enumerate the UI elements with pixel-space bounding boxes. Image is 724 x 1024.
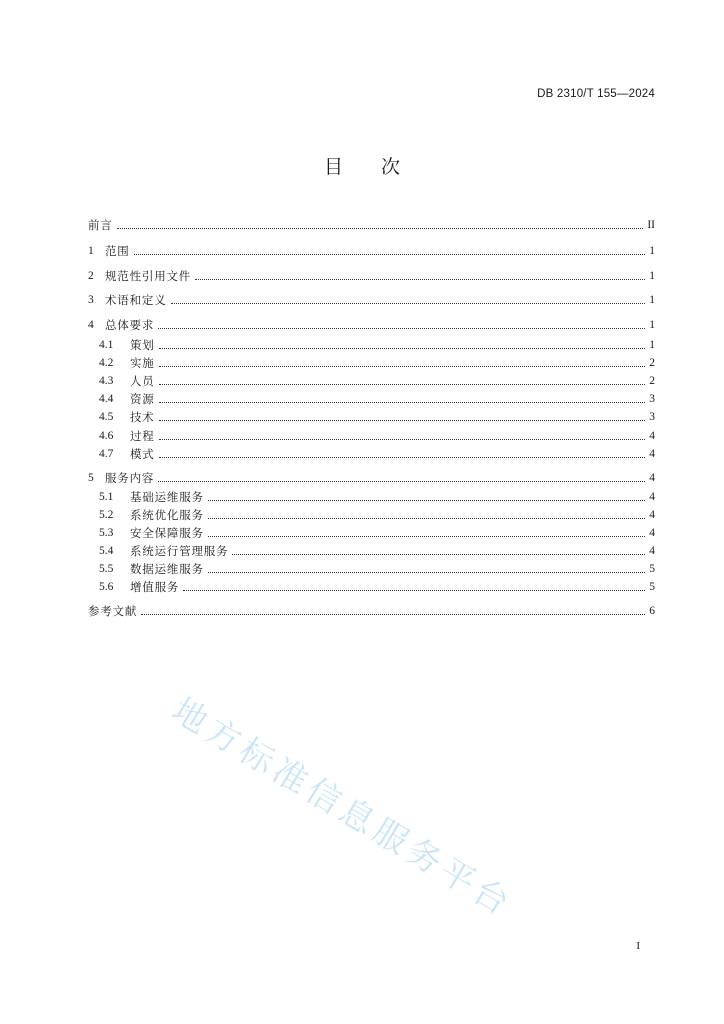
toc-entry-page: 4 <box>649 430 655 442</box>
toc-leader-dots <box>159 375 645 385</box>
toc-entry-page: 5 <box>649 563 655 575</box>
toc-entry-label: 安全保障服务 <box>130 526 204 540</box>
toc-entry-page: II <box>647 219 655 231</box>
toc-entry-label: 过程 <box>130 429 155 443</box>
toc-entry-4[interactable] <box>88 316 655 334</box>
toc-leader-dots <box>134 245 645 255</box>
toc-entry-number: 4 <box>88 319 94 331</box>
toc-entry-number: 4.3 <box>99 375 114 387</box>
toc-leader-dots <box>159 393 645 403</box>
toc-entry-page: 1 <box>649 270 655 282</box>
toc-entry-page: 1 <box>649 245 655 257</box>
toc-leader-dots <box>141 605 645 615</box>
toc-entry-label: 前言 <box>88 218 113 232</box>
toc-entry-page: 4 <box>649 491 655 503</box>
toc-entry-label: 参考文献 <box>88 604 138 618</box>
toc-entry-page: 1 <box>649 339 655 351</box>
toc-entry-4-2[interactable] <box>99 354 655 372</box>
toc-leader-dots <box>183 581 645 591</box>
toc-entry-number: 5.6 <box>99 581 114 593</box>
toc-entry-label: 实施 <box>130 356 155 370</box>
toc-title-char-2: 次 <box>381 156 401 178</box>
toc-leader-dots <box>159 339 645 349</box>
toc-entry-label: 基础运维服务 <box>130 490 204 504</box>
toc-entry-5[interactable] <box>88 469 655 487</box>
toc-entry-number: 4.2 <box>99 357 114 369</box>
toc-entry-label: 技术 <box>130 410 155 424</box>
toc-entry-label: 范围 <box>105 244 130 258</box>
toc-entry-number: 4.1 <box>99 339 114 351</box>
toc-entry-label: 人员 <box>130 374 155 388</box>
toc-entry-number: 1 <box>88 245 94 257</box>
toc-entry-number: 5.1 <box>99 491 114 503</box>
footer-page-number: I <box>636 940 640 952</box>
toc-entry-4-7[interactable] <box>99 445 655 463</box>
toc-entry-label: 规范性引用文件 <box>105 269 192 283</box>
toc-leader-dots <box>171 294 646 304</box>
toc-entry-number: 3 <box>88 294 94 306</box>
toc-leader-dots <box>159 448 645 458</box>
toc-leader-dots <box>159 357 645 367</box>
toc-entry-4-5[interactable] <box>99 408 655 426</box>
toc-leader-dots <box>208 563 645 573</box>
toc-entry-label: 模式 <box>130 447 155 461</box>
toc-leader-dots <box>158 472 645 482</box>
toc-entry-4-1[interactable] <box>99 336 655 354</box>
watermark-text: 地方标准信息服务平台 <box>164 690 520 926</box>
toc-entry-number: 4.7 <box>99 448 114 460</box>
toc-entry-page: 2 <box>649 375 655 387</box>
toc-entry-label: 系统运行管理服务 <box>130 544 229 558</box>
toc-leader-dots <box>159 430 645 440</box>
toc-entry-number: 5.4 <box>99 545 114 557</box>
toc-entry-page: 3 <box>649 411 655 423</box>
toc-entry-5-4[interactable] <box>99 542 655 560</box>
toc-entry-page: 1 <box>649 319 655 331</box>
toc-entry-5-5[interactable] <box>99 560 655 578</box>
document-code: DB 2310/T 155—2024 <box>537 88 655 100</box>
toc-entry-label: 资源 <box>130 392 155 406</box>
toc-entry-2[interactable] <box>88 267 655 285</box>
toc-leader-dots <box>158 319 645 329</box>
toc-entry-3[interactable] <box>88 291 655 309</box>
toc-entry-page: 1 <box>649 294 655 306</box>
toc-entry-foreword[interactable] <box>88 216 655 234</box>
toc-entry-5-3[interactable] <box>99 524 655 542</box>
toc-entry-label: 增值服务 <box>130 580 180 594</box>
toc-entry-page: 4 <box>649 448 655 460</box>
toc-entry-label: 系统优化服务 <box>130 508 204 522</box>
toc-entry-number: 5.3 <box>99 527 114 539</box>
toc-leader-dots <box>208 509 645 519</box>
toc-entry-4-6[interactable] <box>99 427 655 445</box>
toc-entry-label: 服务内容 <box>105 471 155 485</box>
toc-entry-page: 4 <box>649 527 655 539</box>
toc-entry-number: 4.5 <box>99 411 114 423</box>
toc-entry-5-2[interactable] <box>99 506 655 524</box>
toc-title-char-1: 目 <box>323 156 343 178</box>
toc-entry-page: 4 <box>649 472 655 484</box>
toc-leader-dots <box>208 491 645 501</box>
toc-entry-label: 数据运维服务 <box>130 562 204 576</box>
toc-entry-references[interactable] <box>88 602 655 620</box>
toc-entry-4-3[interactable] <box>99 372 655 390</box>
toc-entry-number: 4.4 <box>99 393 114 405</box>
toc-entry-page: 4 <box>649 545 655 557</box>
toc-entry-label: 总体要求 <box>105 318 155 332</box>
toc-entry-page: 3 <box>649 393 655 405</box>
toc-leader-dots <box>208 527 645 537</box>
toc-entry-5-6[interactable] <box>99 578 655 596</box>
toc-entry-1[interactable] <box>88 242 655 260</box>
toc-entry-4-4[interactable] <box>99 390 655 408</box>
toc-entry-page: 5 <box>649 581 655 593</box>
toc-leader-dots <box>195 270 645 280</box>
toc-entry-page: 2 <box>649 357 655 369</box>
toc-title <box>0 152 724 179</box>
toc-entry-page: 4 <box>649 509 655 521</box>
toc-entry-label: 策划 <box>130 338 155 352</box>
toc-entry-page: 6 <box>649 605 655 617</box>
toc-leader-dots <box>117 219 644 229</box>
toc-entry-number: 5 <box>88 472 94 484</box>
toc-entry-number: 2 <box>88 270 94 282</box>
toc-leader-dots <box>159 411 645 421</box>
toc-entry-5-1[interactable] <box>99 488 655 506</box>
toc-entry-number: 5.5 <box>99 563 114 575</box>
toc-entry-number: 4.6 <box>99 430 114 442</box>
toc-entry-number: 5.2 <box>99 509 114 521</box>
toc-leader-dots <box>232 545 645 555</box>
toc-entry-label: 术语和定义 <box>105 293 167 307</box>
